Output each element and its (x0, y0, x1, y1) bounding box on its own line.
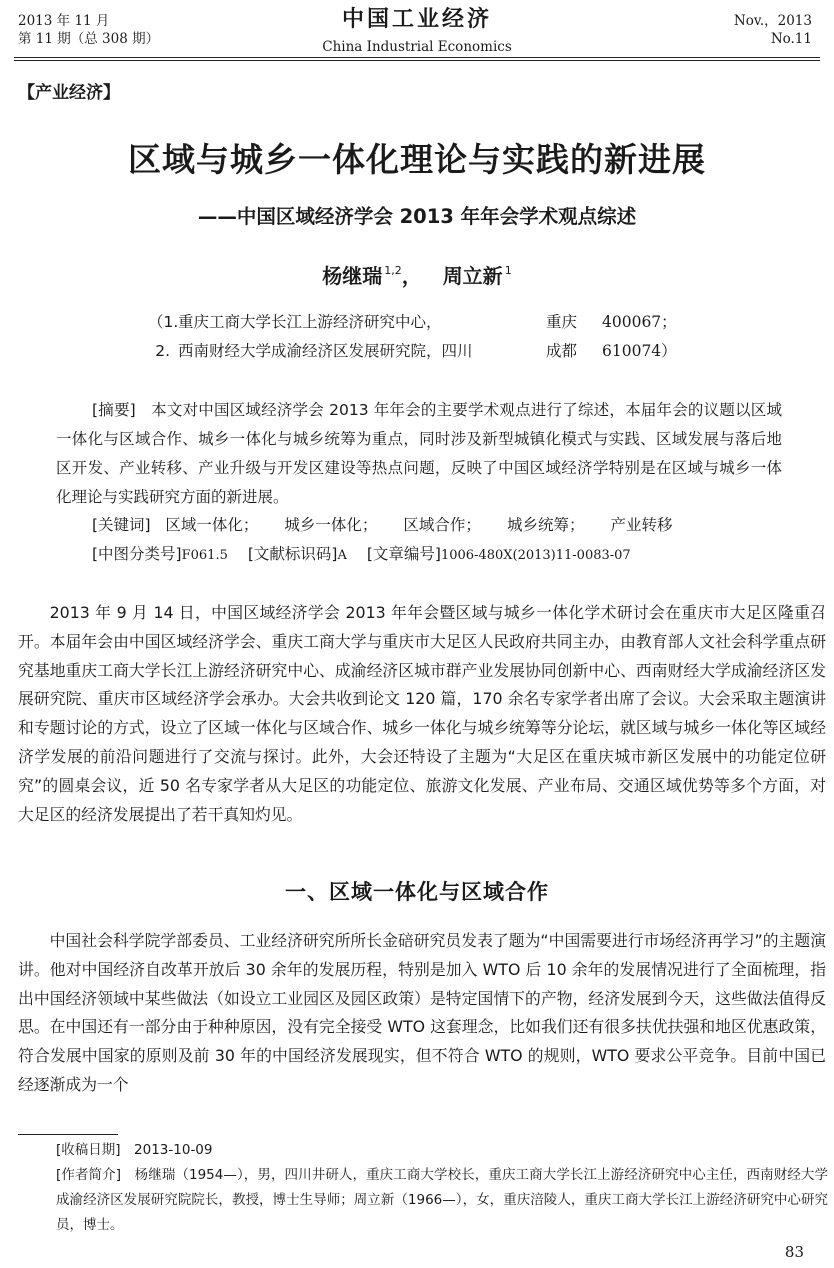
affiliation-index: 2. (155, 342, 170, 360)
header-issue-info-en (734, 12, 812, 48)
section-1-body (18, 927, 826, 1100)
received-date: [收稿日期] 2013-10-09 (56, 1142, 213, 1158)
footnote-rule (18, 1134, 118, 1135)
intro-paragraph: 2013 年 9 月 14 日，中国区域经济学会 2013 年年会暨区域与城乡一体化学术研讨会在重庆市大足区隆重召开。本届年会由中国区域经济学会、重庆工商大学与重庆市大足区人民政府共同主办，由教育部人文社会科学重点研究基地重庆工商大学长江上游经济研究中心、成渝经济区城市群产业发展协同创新中心、西南财经大学成渝经济区发展研究院、重庆市区域经济学会承办。大会共收到论文 120 篇，170 余名专家学者出席了会议。大会采取主题演讲和专题讨论的方式，设立了区域一体化与区域合作、城乡一体化与城乡统筹等分论坛，就区域与城乡一体化等区域经济学发展的前沿问题进行了交流与探讨。此外，大会还特设了主题为“大足区在重庆城市新区发展中的功能定位研究”的圆桌会议，近 50 名专家学者从大足区的功能定位、旅游文化发展、产业布局、交通区域优势等多个方面，对大足区的经济发展提出了若干真知灼见。 (18, 603, 826, 824)
article-number-label: [文章编号] (366, 545, 441, 563)
author-name: 杨继瑞 (322, 264, 383, 288)
section-1-paragraph: 中国社会科学院学部委员、工业经济研究所所长金碚研究员发表了题为“中国需要进行市场经济再学习”的主题演讲。他对中国经济自改革开放后 30 余年的发展历程，特别是加入 WTO 后 10 余年的发展情况进行了全面梳理，指出中国经济领域中某些做法（如设立工业园区及园区政策）是特定国情下的产物，经济发展到今天，这些做法值得反思。在中国还有一部分由于种种原因，没有完全接受 WTO 这套理念，比如我们还有很多扶优扶强和地区优惠政策，符合发展中国家的原则及前 30 年的中国经济发展现实，但不符合 WTO 的规则，WTO 要求公平竞争。目前中国已经逐渐成为一个 (18, 931, 826, 1094)
header-rule (14, 57, 820, 58)
affiliation-city: 成都 (546, 342, 578, 360)
section-heading: 一、区域一体化与区域合作 (285, 880, 549, 904)
affiliation-postcode: 610074） (602, 342, 677, 360)
header-date-en: Nov.，2013 (733, 13, 812, 29)
affiliation-unit: 西南财经大学成渝经济区发展研究院，四川 (178, 342, 473, 360)
classification-line (92, 540, 651, 570)
header-date-cn: 2013 年 11 月 (18, 13, 110, 29)
author-introduction: [作者简介] 杨继瑞（1954—），男，四川井研人，重庆工商大学校长，重庆工商大学长江上游经济研究中心主任，西南财经大学成渝经济区发展研究院院长，教授，博士生导师；周立新（1966—），女，重庆涪陵人，重庆工商大学长江上游经济研究中心研究员，博士。 (56, 1167, 828, 1233)
header-number-en: No.11 (770, 31, 812, 47)
author-line (0, 260, 834, 289)
keyword: 区域一体化； (165, 516, 259, 534)
footnotes (56, 1138, 828, 1238)
keyword: 城乡一体化； (284, 516, 378, 534)
article-number-value: 1006-480X(2013)11-0083-07 (440, 548, 631, 563)
author-affil-mark: 1 (504, 264, 512, 277)
affiliation-unit: 重庆工商大学长江上游经济研究中心， (178, 313, 442, 331)
doc-code-value: A (337, 548, 347, 563)
doc-code-label: [文献标识码] (247, 545, 338, 563)
clc-value: F061.5 (181, 548, 228, 563)
affiliation-city: 重庆 (546, 313, 578, 331)
keywords-label: [关键词] (92, 516, 151, 534)
author-affil-mark: 1,2 (384, 264, 402, 277)
section-tag: 【产业经济】 (18, 83, 120, 103)
abstract-text: 本文对中国区域经济学会 2013 年年会的主要学术观点进行了综述，本届年会的议题以区域一体化与区域合作、城乡一体化与城乡统筹为重点，同时涉及新型城镇化模式与实践、区域发展与落后地区开发、产业转移、产业升级与开发区建设等热点问题，反映了中国区域经济学特别是在区域与城乡一体化理论与实践研究方面的新进展。 (56, 401, 782, 506)
clc-label: [中图分类号] (92, 545, 182, 563)
journal-masthead (0, 6, 834, 56)
affiliation-2 (148, 337, 677, 365)
author-name: 周立新 (442, 264, 503, 288)
keywords (92, 511, 698, 540)
keyword: 区域合作； (403, 516, 481, 534)
header-rule-thin (14, 60, 820, 61)
affiliation-index: （1. (148, 313, 179, 331)
abstract-label: [摘要] (92, 401, 136, 419)
abstract (56, 396, 782, 512)
page-number: 83 (784, 1243, 804, 1261)
affiliation-1 (148, 308, 677, 336)
header-issue-cn: 第 11 期（总 308 期） (18, 31, 160, 47)
keyword: 城乡统筹； (506, 516, 585, 534)
journal-title-cn: 中国工业经济 (341, 6, 492, 32)
affiliation-postcode: 400067； (602, 313, 677, 331)
author-separator: ， (401, 264, 422, 288)
journal-title-en: China Industrial Economics (322, 39, 512, 55)
article-subtitle: ——中国区域经济学会 2013 年年会学术观点综述 (197, 205, 637, 228)
article-title: 区域与城乡一体化理论与实践的新进展 (128, 140, 706, 179)
keyword: 产业转移 (610, 516, 673, 534)
intro-section (18, 599, 826, 829)
